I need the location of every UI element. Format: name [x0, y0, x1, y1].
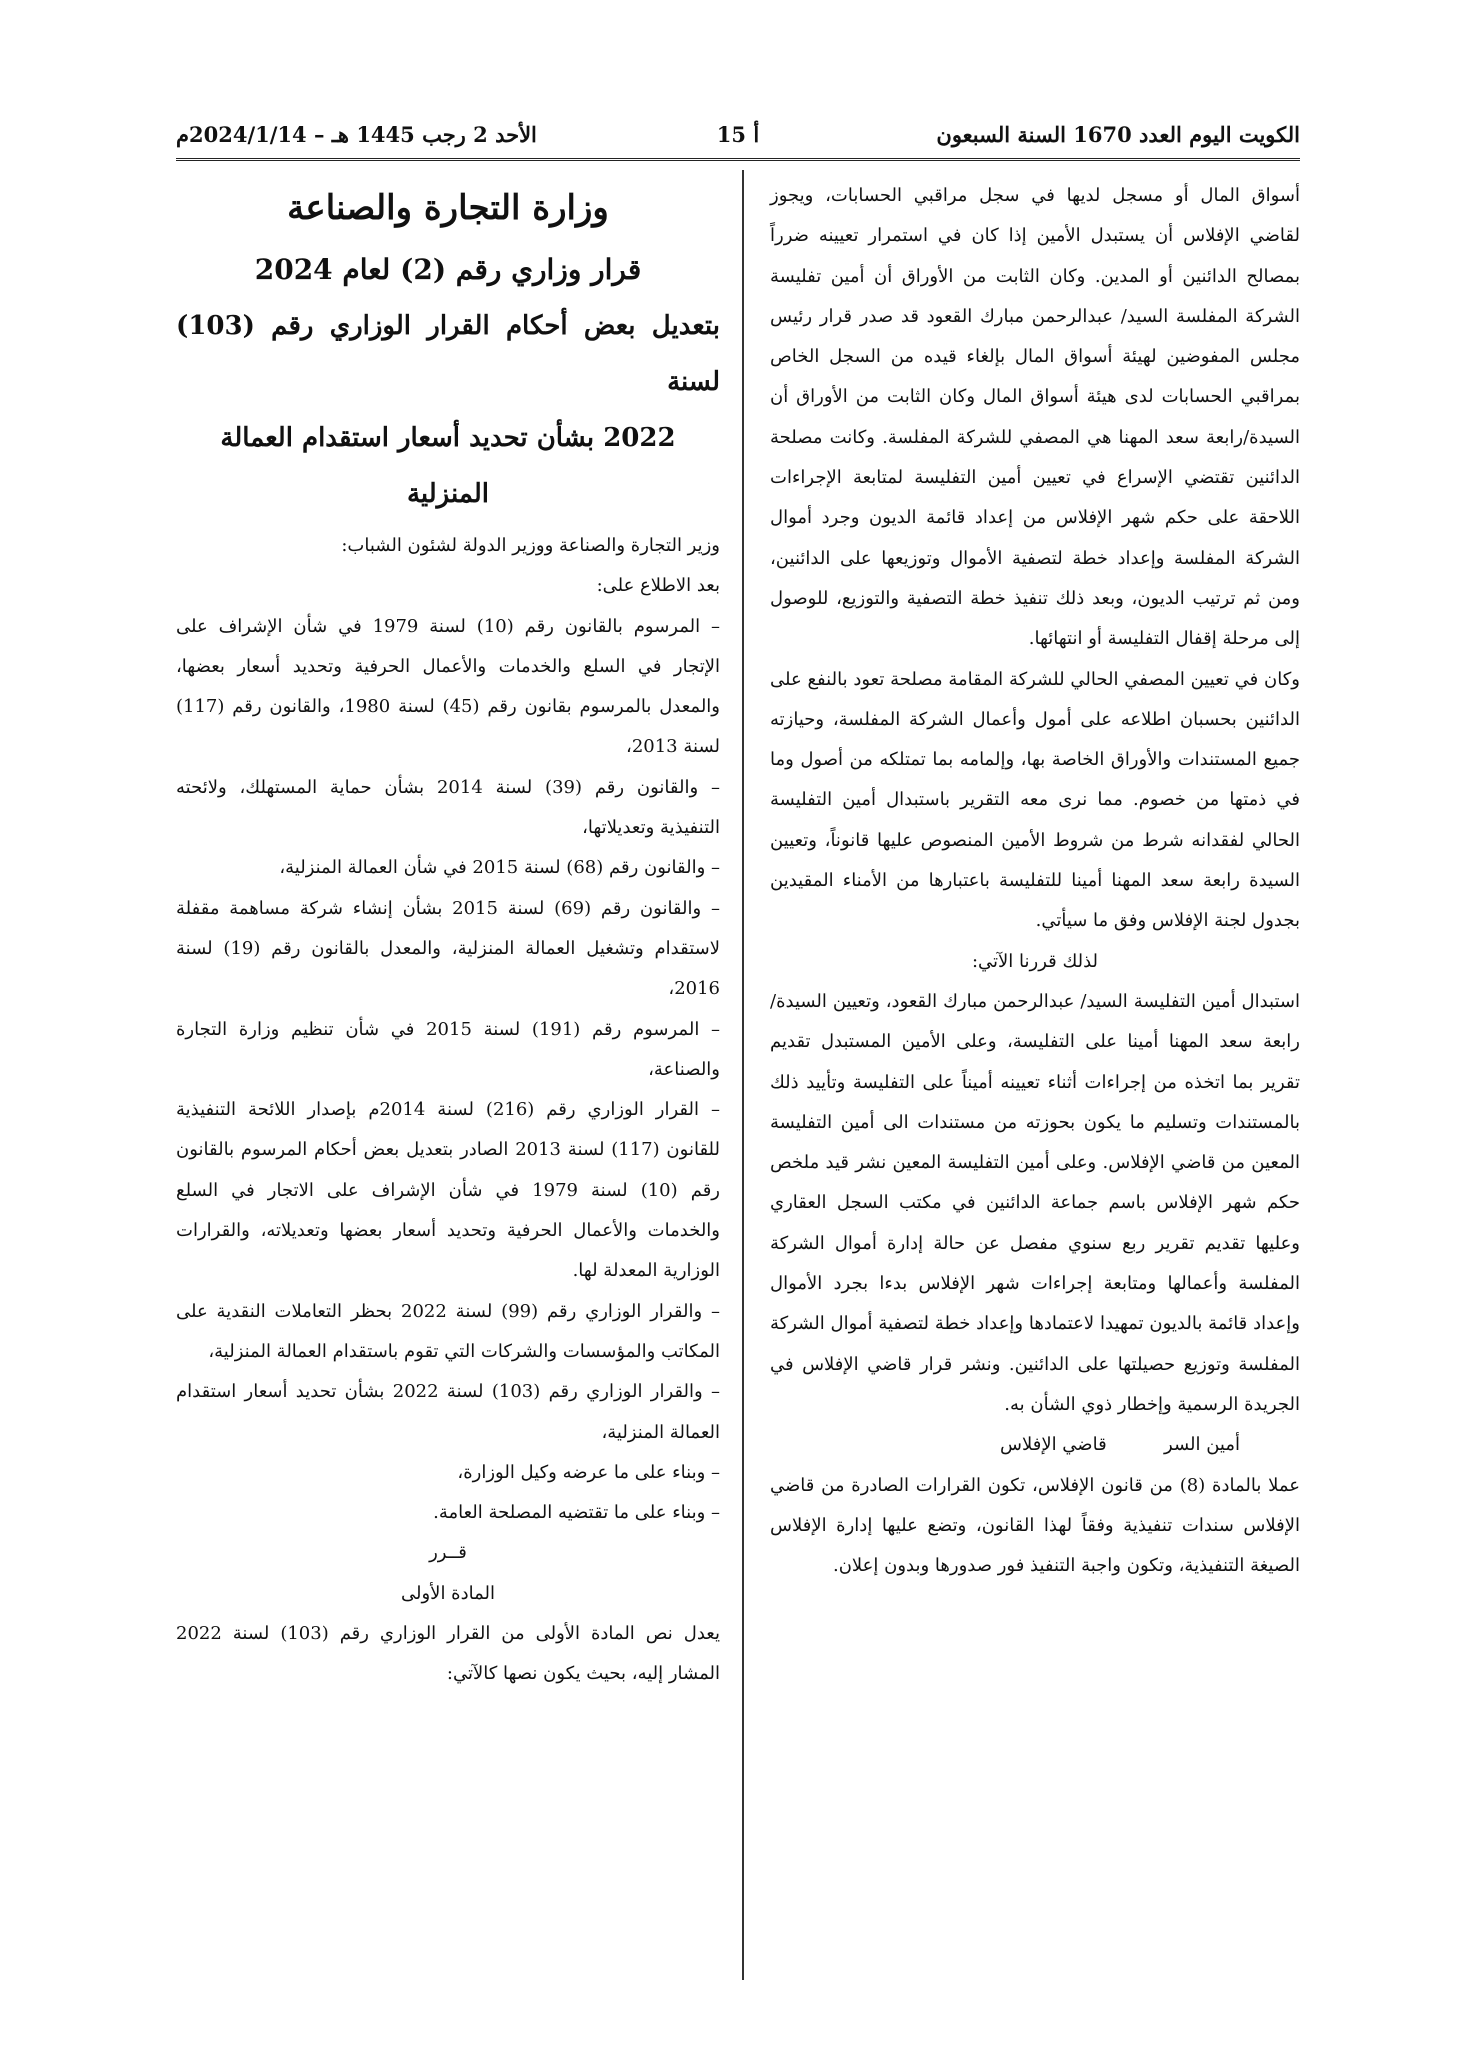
gazette-issue-info: الكويت اليوم العدد 1670 السنة السبعون — [936, 122, 1300, 147]
decision-subject-line-1: بتعديل بعض أحكام القرار الوزاري رقم (103) لسنة — [176, 311, 720, 397]
paragraph: عملا بالمادة (8) من قانون الإفلاس، تكون القرارات الصادرة من قاضي الإفلاس سندات تنفيذية وفقاً لهذا القانون، وتضع عليها إدارة الإفلاس الصيغة التنفيذية، وتكون واجبة التنفيذ فور صدورها وبدون إعلان. — [770, 1474, 1301, 1577]
decision-title: قرار وزاري رقم (2) لعام 2024 — [254, 253, 642, 286]
paragraph: أسواق المال أو مسجل لديها في سجل مراقبي الحسابات، ويجوز لقاضي الإفلاس أن يستبدل الأمين إذا كان في استمرار تعيينه ضرراً بمصالح الدائنين أو المدين. وكان الثابت من الأوراق أن أمين تفليسة الشركة المفلسة السيد/ عبدالرحمن مبارك القعود قد صدر قرار رئيس مجلس المفوضين لهيئة أسواق المال بإلغاء قيده من السجل الخاص بمراقبي الحسابات لدى هيئة أسواق المال وكان الثابت من الأوراق أن السيدة/رابعة سعد المهنا هي المصفي للشركة المفلسة. وكانت مصلحة الدائنين تقتضي الإسراع في تعيين أمين التفليسة لمتابعة الإجراءات اللاحقة على حكم شهر الإفلاس من إعداد قائمة الديون وجرد أموال الشركة المفلسة وإعداد خطة لتصفية الأموال وتوزيعها على الدائنين، ومن ثم ترتيب الديون، وبعد ذلك تنفيذ خطة التصفية والتوزيع، للوصول إلى مرحلة إقفال التفليسة أو انتهائها. — [770, 185, 1300, 650]
page-number: أ 15 — [716, 122, 760, 147]
review-item: – والقانون رقم (69) لسنة 2015 بشأن إنشاء شركة مساهمة مقفلة لاستقدام وتشغيل العمالة المنزلية، والمعدل بالقانون رقم (19) لسنة 2016، — [176, 897, 720, 1000]
review-item: – والقرار الوزاري رقم (99) لسنة 2022 بحظر التعاملات النقدية على المكاتب والمؤسسات والشركات التي تقوم باستقدام العمالة المنزلية، — [176, 1300, 721, 1362]
right-column — [770, 176, 1300, 1586]
left-column — [176, 176, 720, 1695]
review-item: – وبناء على ما عرضه وكيل الوزارة، — [457, 1461, 720, 1483]
decision-heading: لذلك قررنا الآتي: — [971, 950, 1099, 972]
review-item: – المرسوم بالقانون رقم (10) لسنة 1979 في شأن الإشراف على الإتجار في السلع والخدمات والأعمال الحرفية وتحديد أسعار بعضها، والمعدل بالمرسوم بقانون رقم (45) لسنة 1980، والقانون رقم (117) لسنة 2013، — [176, 615, 720, 758]
decided-heading: قــرر — [429, 1542, 467, 1564]
page-header — [176, 118, 1300, 161]
after-review: بعد الاطلاع على: — [596, 575, 720, 597]
article-text: يعدل نص المادة الأولى من القرار الوزاري رقم (103) لسنة 2022 المشار إليه، بحيث يكون نصها كالآتي: — [176, 1623, 720, 1685]
article-title: المادة الأولى — [401, 1582, 495, 1604]
review-item: – والقانون رقم (68) لسنة 2015 في شأن العمالة المنزلية، — [279, 857, 720, 879]
review-item: – القرار الوزاري رقم (216) لسنة 2014م بإصدار اللائحة التنفيذية للقانون (117) لسنة 2013 الصادر بتعديل بعض أحكام المرسوم بالقانون رقم (10) لسنة 1979 في شأن الإشراف على الاتجار في السلع والخدمات والأعمال الحرفية وتحديد أسعار بعضها وتعديلاته، والقرارات الوزارية المعدلة لها. — [176, 1099, 720, 1282]
ministry-title: وزارة التجارة والصناعة — [287, 188, 609, 228]
decision-subject-line-2: 2022 بشأن تحديد أسعار استقدام العمالة المنزلية — [220, 423, 676, 509]
issue-date: الأحد 2 رجب 1445 هـ – 2024/1/14م — [176, 122, 537, 147]
review-item: – وبناء على ما تقتضيه المصلحة العامة. — [433, 1502, 720, 1524]
secretary-signature: أمين السر — [1164, 1434, 1240, 1456]
paragraph: استبدال أمين التفليسة السيد/ عبدالرحمن مبارك القعود، وتعيين السيدة/ رابعة سعد المهنا أمينا على التفليسة، وعلى الأمين المستبدل تقديم تقرير بما اتخذه من إجراءات أثناء تعيينه أميناً على التفليسة وتأييد ذلك بالمستندات وتسليم ما يكون بحوزته من مستندات الى أمين التفليسة المعين من قاضي الإفلاس. وعلى أمين التفليسة المعين نشر قيد ملخص حكم شهر الإفلاس باسم جماعة الدائنين في مكتب السجل العقاري وعليها تقديم تقرير ربع سنوي مفصل عن حالة إدارة أموال الشركة المفلسة وأعمالها ومتابعة إجراءات شهر الإفلاس بدءا بجرد الأموال وإعداد قائمة بالديون تمهيدا لاعتمادها وإعداد خطة لتصفية أموال الشركة المفلسة وتوزيع حصيلتها على الدائنين. ونشر قرار قاضي الإفلاس في الجريدة الرسمية وإخطار ذوي الشأن به. — [770, 990, 1301, 1415]
review-item: – المرسوم رقم (191) لسنة 2015 في شأن تنظيم وزارة التجارة والصناعة، — [176, 1018, 721, 1080]
judge-signature: قاضي الإفلاس — [1000, 1434, 1107, 1456]
signatures — [770, 1425, 1300, 1465]
paragraph: وكان في تعيين المصفي الحالي للشركة المقامة مصلحة تعود بالنفع على الدائنين بحسبان اطلاعه على أمول وأعمال الشركة المفلسة، وحيازته جميع المستندات والأوراق الخاصة بها، وإلمامه بما تمتلكه من أصول وما في ذمتها من خصوم. مما نرى معه التقرير باستبدال أمين التفليسة الحالي لفقدانه شرط من شروط الأمين المنصوص عليها قانوناً، وتعيين السيدة رابعة سعد المهنا أمينا للتفليسة باعتبارها من الأمناء المقيدين بجدول لجنة الإفلاس وفق ما سيأتي. — [770, 668, 1300, 932]
column-divider — [742, 170, 744, 1980]
review-item: – والقرار الوزاري رقم (103) لسنة 2022 بشأن تحديد أسعار استقدام العمالة المنزلية، — [176, 1381, 720, 1443]
review-item: – والقانون رقم (39) لسنة 2014 بشأن حماية المستهلك، ولائحته التنفيذية وتعديلاتها، — [176, 776, 721, 839]
intro-line: وزير التجارة والصناعة ووزير الدولة لشئون الشباب: — [341, 535, 720, 556]
